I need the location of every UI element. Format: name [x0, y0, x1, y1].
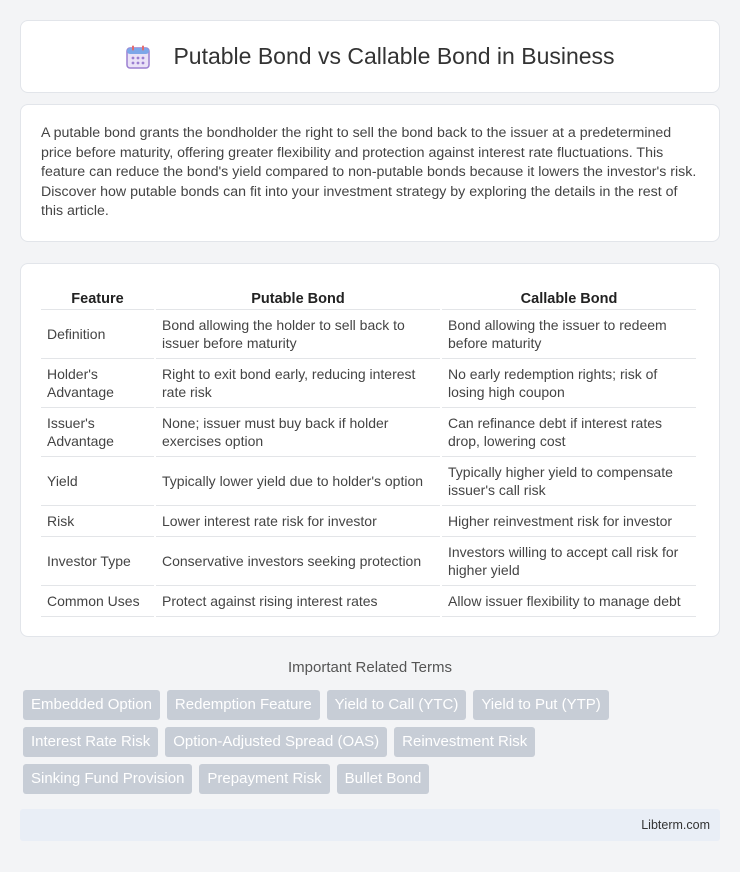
table-cell: Holder's Advantage	[41, 359, 154, 408]
related-terms-heading: Important Related Terms	[288, 659, 452, 676]
title-card	[20, 20, 720, 93]
header-feature: Feature	[41, 284, 154, 310]
table-cell: Right to exit bond early, reducing interest rate risk	[156, 359, 440, 408]
table-cell: Can refinance debt if interest rates drop, lowering cost	[442, 408, 696, 457]
table-cell: Investor Type	[41, 537, 154, 586]
table-cell: Higher reinvestment risk for investor	[442, 506, 696, 537]
table-cell: Typically lower yield due to holder's option	[156, 457, 440, 506]
term-tag[interactable]: Bullet Bond	[337, 764, 430, 794]
term-tag[interactable]: Yield to Put (YTP)	[473, 690, 609, 720]
intro-card	[20, 104, 720, 242]
table-header-row	[41, 284, 696, 310]
term-tag[interactable]: Sinking Fund Provision	[23, 764, 192, 794]
term-tag[interactable]: Prepayment Risk	[199, 764, 329, 794]
table-cell: Bond allowing the holder to sell back to issuer before maturity	[156, 310, 440, 359]
term-tag[interactable]: Redemption Feature	[167, 690, 320, 720]
table-cell: Typically higher yield to compensate issuer's call risk	[442, 457, 696, 506]
table-cell: Bond allowing the issuer to redeem before maturity	[442, 310, 696, 359]
table-row	[41, 506, 696, 537]
table-cell: Yield	[41, 457, 154, 506]
table-row	[41, 537, 696, 586]
table-cell: Allow issuer flexibility to manage debt	[442, 586, 696, 617]
term-tag[interactable]: Embedded Option	[23, 690, 160, 720]
table-cell: Common Uses	[41, 586, 154, 617]
table-row	[41, 586, 696, 617]
related-terms	[23, 690, 723, 801]
term-tag[interactable]: Option-Adjusted Spread (OAS)	[165, 727, 387, 757]
table-cell: Risk	[41, 506, 154, 537]
table-cell: Issuer's Advantage	[41, 408, 154, 457]
header-putable: Putable Bond	[156, 284, 440, 310]
calendar-icon	[125, 44, 151, 70]
table-row	[41, 359, 696, 408]
footer	[20, 809, 720, 841]
footer-site-link[interactable]: Libterm.com	[641, 818, 710, 832]
intro-text: A putable bond grants the bondholder the right to sell the bond back to the issuer at a predetermined price before maturity, offering greater flexibility and protection against interest rate fluctuations. This feature can reduce the bond's yield compared to non-putable bonds because it lowers the investor's risk. Discover how putable bonds can fit into your investment strategy by exploring the details in the rest of this article.	[41, 125, 697, 219]
table-row	[41, 310, 696, 359]
table-cell: No early redemption rights; risk of losing high coupon	[442, 359, 696, 408]
comparison-card	[20, 263, 720, 637]
table-cell: Investors willing to accept call risk for higher yield	[442, 537, 696, 586]
table-cell: None; issuer must buy back if holder exercises option	[156, 408, 440, 457]
table-cell: Protect against rising interest rates	[156, 586, 440, 617]
table-cell: Definition	[41, 310, 154, 359]
table-row	[41, 457, 696, 506]
table-cell: Lower interest rate risk for investor	[156, 506, 440, 537]
table-row	[41, 408, 696, 457]
header-callable: Callable Bond	[442, 284, 696, 310]
term-tag[interactable]: Reinvestment Risk	[394, 727, 535, 757]
table-cell: Conservative investors seeking protection	[156, 537, 440, 586]
term-tag[interactable]: Interest Rate Risk	[23, 727, 158, 757]
comparison-table	[39, 284, 698, 617]
page-title: Putable Bond vs Callable Bond in Business	[173, 43, 615, 69]
term-tag[interactable]: Yield to Call (YTC)	[327, 690, 467, 720]
